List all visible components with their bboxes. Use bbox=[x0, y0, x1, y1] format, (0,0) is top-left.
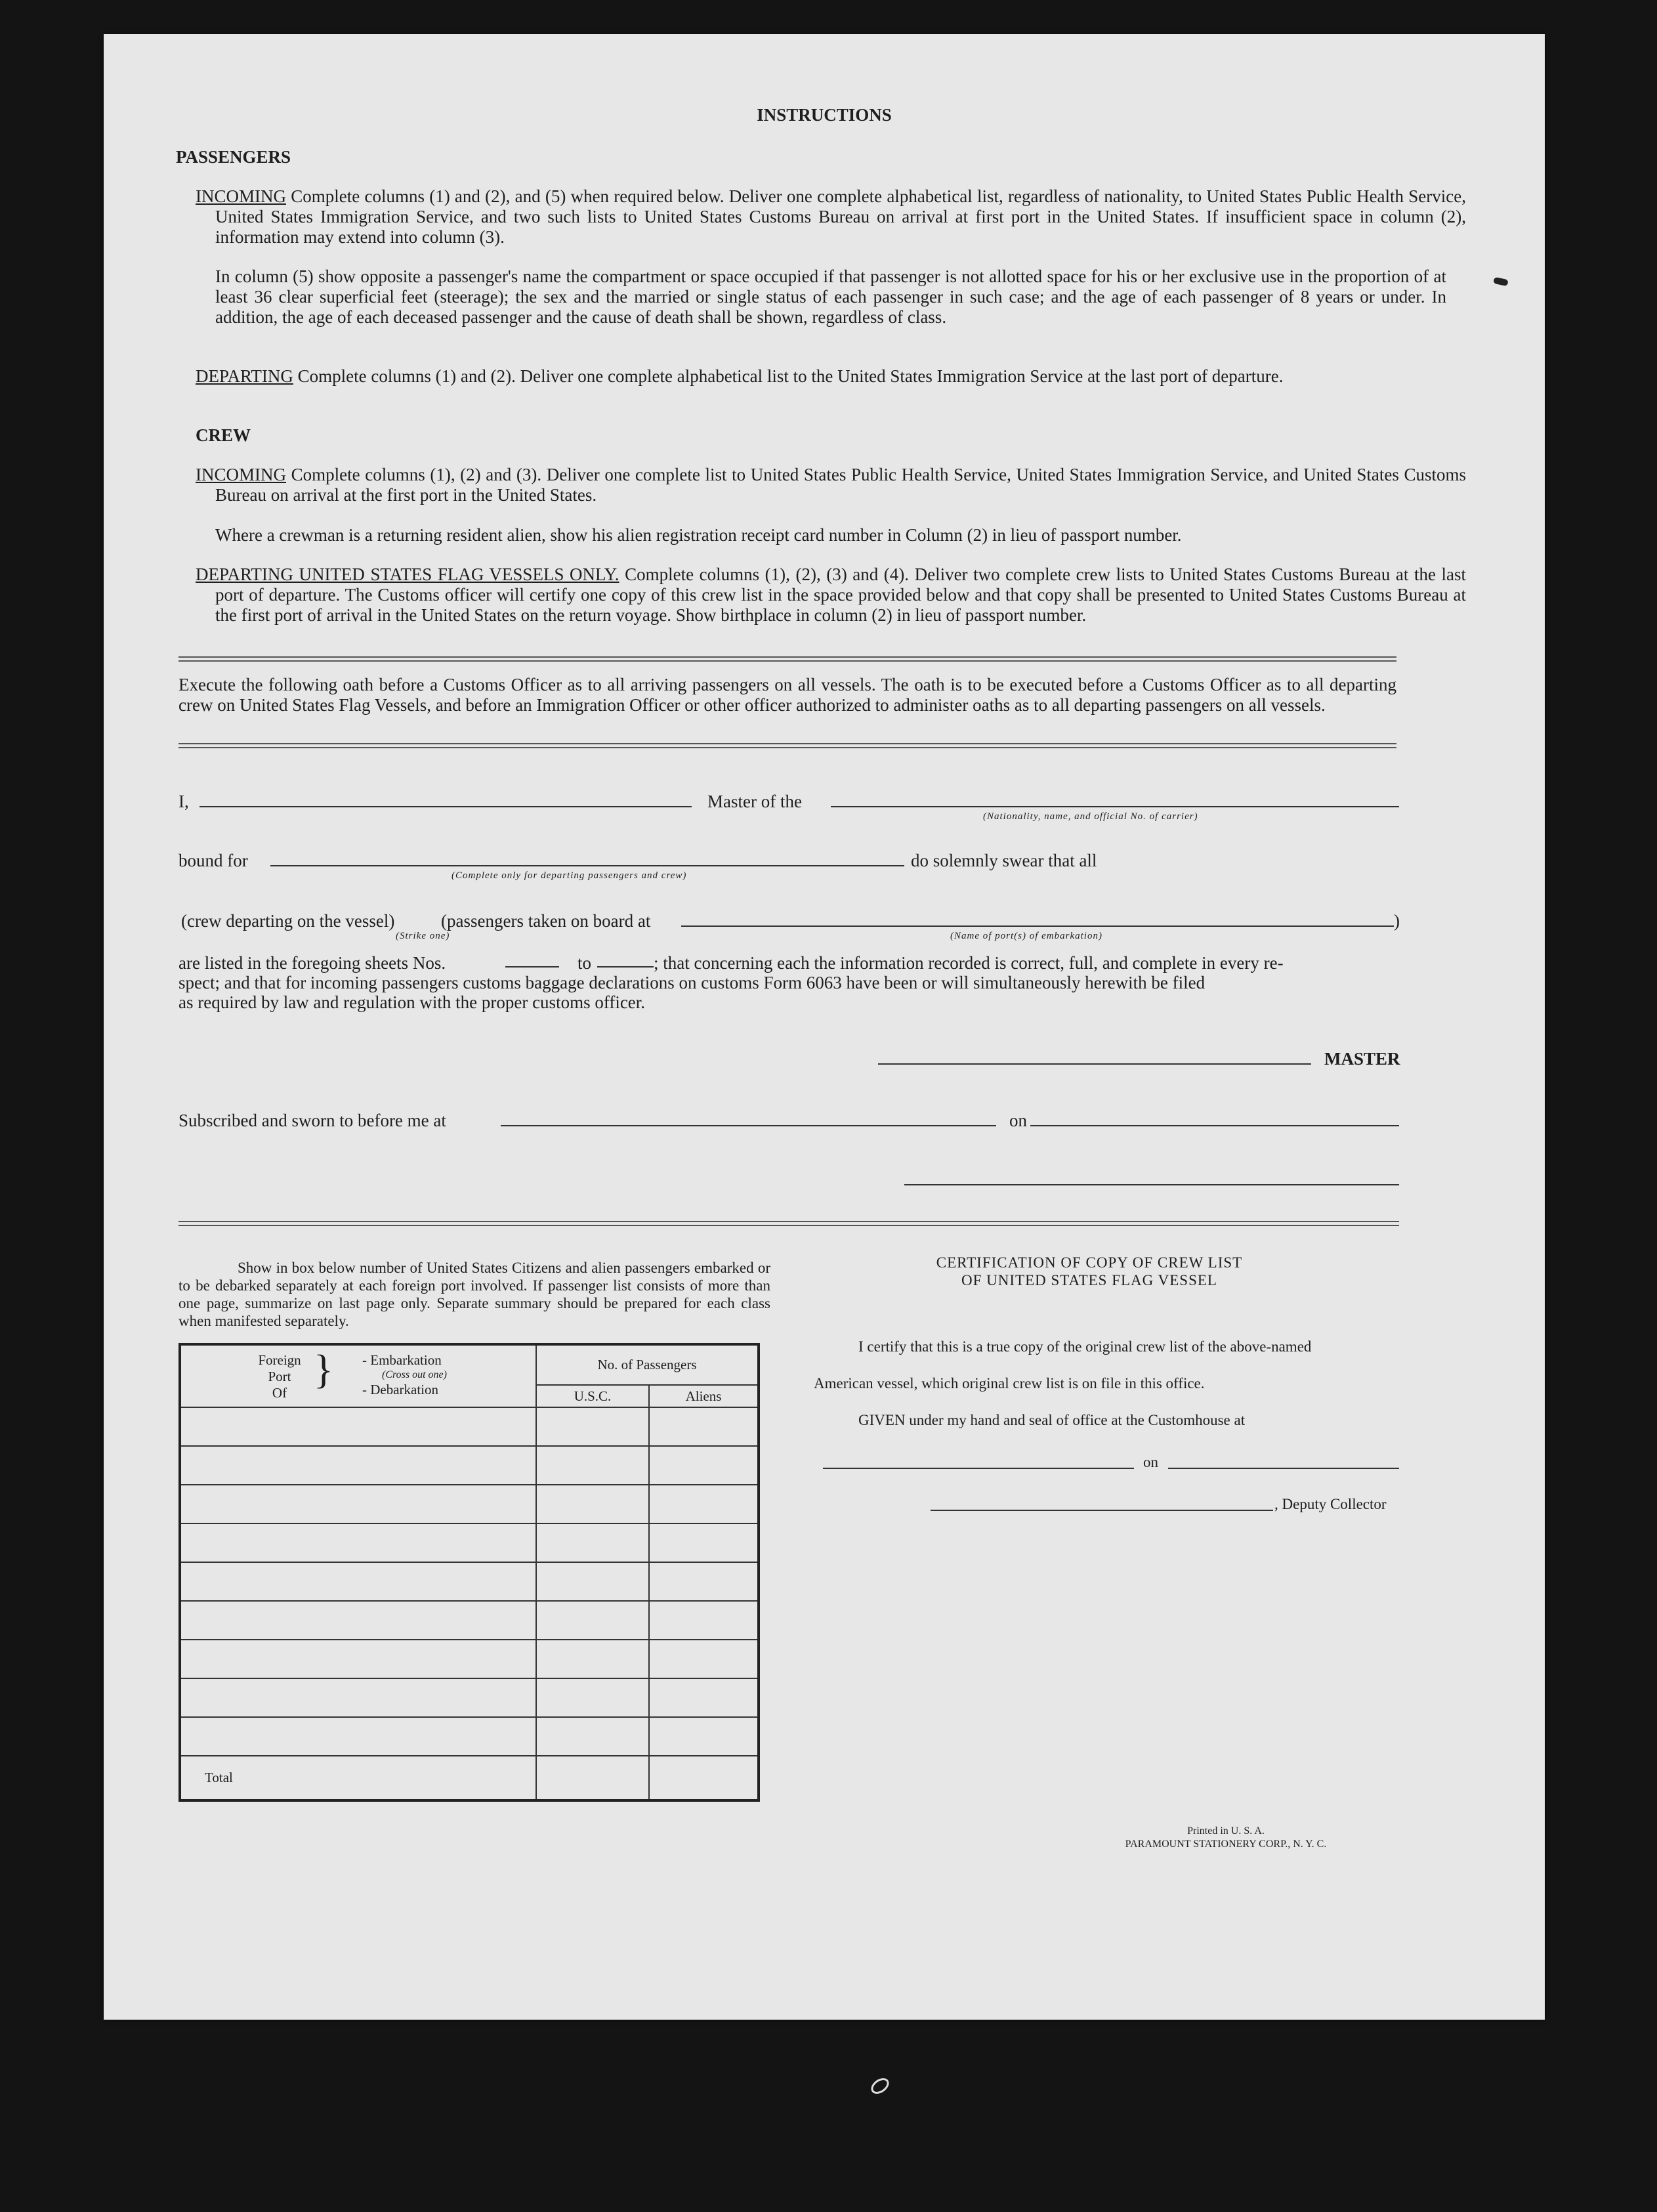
port-cell[interactable] bbox=[180, 1446, 536, 1485]
usc-cell[interactable] bbox=[536, 1678, 649, 1717]
aliens-cell[interactable] bbox=[649, 1640, 759, 1678]
printer-line1: Printed in U. S. A. bbox=[1187, 1825, 1265, 1837]
aliens-cell[interactable] bbox=[649, 1523, 759, 1562]
usc-cell[interactable] bbox=[536, 1640, 649, 1678]
port-cell[interactable] bbox=[180, 1717, 536, 1756]
usc-cell[interactable] bbox=[536, 1446, 649, 1485]
ports-summary-table bbox=[178, 1343, 760, 1802]
total-label: Total bbox=[180, 1756, 536, 1800]
oath-instruction: Execute the following oath before a Customs Officer as to all arriving passengers on all vessels. The oath is to be executed before a Customs Officer as to all departing crew on United States Flag Vessels, and before an Immigration Officer or other officer authorized to administer oaths as to all departing passengers on all vessels. bbox=[178, 675, 1396, 715]
usc-cell[interactable] bbox=[536, 1562, 649, 1601]
divider-oath bbox=[178, 743, 1396, 748]
sheet-to-field[interactable] bbox=[597, 966, 654, 968]
crew-incoming-text: Complete columns (1), (2) and (3). Deliver one complete list to United States Public Health Service, United States Immigration Service, and United States Customs Bureau on arrival at the first port in the United States. bbox=[215, 465, 1466, 505]
certify-line1: I certify that this is a true copy of the original crew list of the above-named bbox=[858, 1338, 1312, 1355]
crew-incoming-paragraph bbox=[196, 465, 1466, 505]
total-aliens-cell[interactable] bbox=[649, 1756, 759, 1800]
port-cell[interactable] bbox=[180, 1562, 536, 1601]
passengers-incoming-label: INCOMING bbox=[196, 186, 286, 206]
carrier-field[interactable] bbox=[831, 806, 1399, 807]
aliens-cell[interactable] bbox=[649, 1678, 759, 1717]
usc-cell[interactable] bbox=[536, 1407, 649, 1446]
embarkation-option[interactable]: - Embarkation bbox=[362, 1352, 442, 1368]
port-cell[interactable] bbox=[180, 1485, 536, 1523]
aliens-cell[interactable] bbox=[649, 1601, 759, 1640]
listed-text-3: spect; and that for incoming passengers customs baggage declarations on customs Form 6063 have been or will simultaneously herewith be filed bbox=[178, 973, 1206, 992]
aliens-cell[interactable] bbox=[649, 1446, 759, 1485]
given-line: GIVEN under my hand and seal of office at the Customhouse at bbox=[858, 1412, 1246, 1428]
passengers-column5-paragraph: In column (5) show opposite a passenger's name the compartment or space occupied if that passenger is not allotted space for his or her exclusive use in the proportion of at least 36 clear superficial feet (steerage); the sex and the married or single status of each passenger in such case; and the age of each passenger of 8 years or under. In addition, the age of each deceased passenger and the cause of death shall be shown, regardless of class. bbox=[215, 266, 1446, 327]
aliens-cell[interactable] bbox=[649, 1407, 759, 1446]
strike-caption: (Strike one) bbox=[396, 931, 450, 941]
instructions-title: INSTRUCTIONS bbox=[757, 105, 892, 125]
foreign-port-label bbox=[247, 1352, 312, 1401]
divider-top bbox=[178, 656, 1396, 662]
deputy-signature-field[interactable] bbox=[931, 1510, 1273, 1511]
passengers-incoming-text: Complete columns (1) and (2), and (5) when required below. Deliver one complete alphabetical list, regardless of nationality, to United States Public Health Service, United States Immigration Service, and two such lists to United States Customs Bureau on arrival at first port in the United States. If insufficient space in column (2), information may extend into column (3). bbox=[215, 186, 1466, 247]
usc-cell[interactable] bbox=[536, 1485, 649, 1523]
carrier-caption: (Nationality, name, and official No. of carrier) bbox=[983, 811, 1198, 822]
crew-departing-paragraph bbox=[196, 564, 1466, 626]
listed-text-4: as required by law and regulation with the proper customs officer. bbox=[178, 992, 646, 1012]
master-of-label: Master of the bbox=[707, 792, 802, 811]
printer-line2: PARAMOUNT STATIONERY CORP., N. Y. C. bbox=[1125, 1839, 1327, 1850]
crew-heading: CREW bbox=[196, 425, 251, 445]
embarkation-ports-field[interactable] bbox=[681, 925, 1394, 927]
aliens-cell[interactable] bbox=[649, 1717, 759, 1756]
passengers-departing-text: Complete columns (1) and (2). Deliver one complete alphabetical list to the United States Immigration Service at the last port of departure. bbox=[293, 366, 1284, 386]
aliens-header: Aliens bbox=[649, 1385, 759, 1407]
sworn-date-field[interactable] bbox=[1030, 1125, 1399, 1126]
customhouse-field[interactable] bbox=[823, 1468, 1134, 1469]
port-cell[interactable] bbox=[180, 1678, 536, 1717]
port-cell[interactable] bbox=[180, 1407, 536, 1446]
form-page bbox=[104, 34, 1545, 2020]
brace-glyph: } bbox=[314, 1348, 333, 1392]
certification-title bbox=[858, 1254, 1320, 1289]
ports-caption: (Name of port(s) of embarkation) bbox=[950, 931, 1102, 941]
close-paren: ) bbox=[1394, 911, 1400, 931]
passengers-departing-paragraph bbox=[196, 366, 1466, 387]
oath-i-label: I, bbox=[178, 792, 189, 811]
crew-departing-option: (crew departing on the vessel) bbox=[181, 911, 395, 931]
aliens-cell[interactable] bbox=[649, 1562, 759, 1601]
usc-cell[interactable] bbox=[536, 1601, 649, 1640]
listed-text-2: ; that concerning each the information recorded is correct, full, and complete in every re- bbox=[654, 953, 1284, 973]
debarkation-option[interactable]: - Debarkation bbox=[362, 1382, 439, 1397]
bound-for-label: bound for bbox=[178, 851, 248, 870]
usc-cell[interactable] bbox=[536, 1523, 649, 1562]
crew-resident-paragraph: Where a crewman is a returning resident alien, show his alien registration receipt card number in Column (2) in lieu of passport number. bbox=[215, 525, 1182, 545]
total-usc-cell[interactable] bbox=[536, 1756, 649, 1800]
bound-for-field[interactable] bbox=[270, 865, 904, 866]
certification-title-line1: CERTIFICATION OF COPY OF CREW LIST bbox=[936, 1254, 1243, 1271]
listed-to-label: to bbox=[577, 953, 592, 973]
printer-imprint bbox=[1095, 1825, 1357, 1851]
port-cell[interactable] bbox=[180, 1640, 536, 1678]
port-cell[interactable] bbox=[180, 1523, 536, 1562]
officer-signature-field[interactable] bbox=[904, 1184, 1399, 1185]
certification-date-field[interactable] bbox=[1168, 1468, 1399, 1469]
passengers-heading: PASSENGERS bbox=[176, 147, 291, 167]
passengers-departing-label: DEPARTING bbox=[196, 366, 293, 386]
port-header-cell bbox=[180, 1344, 536, 1407]
divider-bottom bbox=[178, 1221, 1399, 1226]
sheet-from-field[interactable] bbox=[505, 966, 559, 968]
scan-scribble bbox=[868, 2075, 892, 2097]
crew-departing-label: DEPARTING UNITED STATES FLAG VESSELS ONLY. bbox=[196, 564, 619, 584]
no-passengers-header: No. of Passengers bbox=[536, 1344, 759, 1385]
direction-labels bbox=[362, 1352, 447, 1398]
foreign-word: Foreign bbox=[258, 1352, 301, 1368]
certification-on-label: on bbox=[1143, 1454, 1158, 1470]
of-word: Of bbox=[272, 1385, 287, 1401]
usc-cell[interactable] bbox=[536, 1717, 649, 1756]
summary-note: Show in box below number of United States Citizens and alien passengers embarked or to be debarked separately at each foreign port involved. If passenger list consists of more than one page, summarize on last page only. Separate summary should be prepared for each class when manifested separately. bbox=[178, 1260, 770, 1329]
certify-line2: American vessel, which original crew list is on file in this office. bbox=[814, 1375, 1205, 1392]
subscribed-label: Subscribed and sworn to before me at bbox=[178, 1111, 446, 1130]
sworn-on-label: on bbox=[1009, 1111, 1027, 1130]
master-label: MASTER bbox=[1324, 1049, 1400, 1069]
crew-departing-text: Complete columns (1), (2), (3) and (4). Deliver two complete crew lists to United States Customs Bureau at the last port of departure. The Customs officer will certify one copy of this crew list in the space provided below and that copy shall be presented to United States Customs Bureau at the first port of arrival in the United States on the return voyage. Show birthplace in column (2) in lieu of passport number. bbox=[215, 564, 1466, 625]
scan-mark bbox=[1493, 277, 1509, 286]
certification-title-line2: OF UNITED STATES FLAG VESSEL bbox=[961, 1272, 1217, 1288]
deputy-collector-label: , Deputy Collector bbox=[1274, 1496, 1387, 1512]
port-word: Port bbox=[268, 1369, 291, 1384]
master-name-field[interactable] bbox=[199, 806, 692, 807]
port-cell[interactable] bbox=[180, 1601, 536, 1640]
listed-sheets-label: are listed in the foregoing sheets Nos. bbox=[178, 953, 446, 973]
passengers-incoming-paragraph bbox=[196, 186, 1466, 247]
swear-label: do solemnly swear that all bbox=[911, 851, 1097, 870]
crew-incoming-label: INCOMING bbox=[196, 465, 286, 484]
bound-for-caption: (Complete only for departing passengers and crew) bbox=[451, 870, 687, 881]
passengers-taken-option: (passengers taken on board at bbox=[441, 911, 651, 931]
usc-header: U.S.C. bbox=[536, 1385, 649, 1407]
cross-out-note: (Cross out one) bbox=[382, 1369, 447, 1380]
sworn-place-field[interactable] bbox=[501, 1125, 996, 1126]
aliens-cell[interactable] bbox=[649, 1485, 759, 1523]
master-signature-field[interactable] bbox=[878, 1063, 1311, 1065]
